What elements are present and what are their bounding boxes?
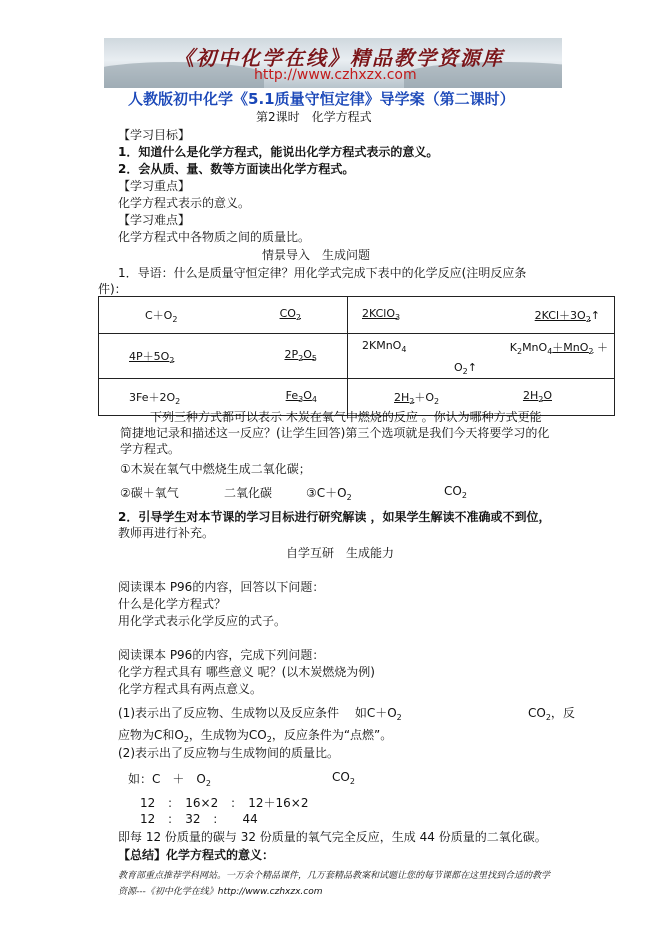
reactants: 2KMnO$_4$ [362, 338, 407, 354]
goals-label: 【学习目标】 [118, 128, 191, 142]
focus-text: 化学方程式表示的意义。 [118, 196, 251, 210]
option-1: ①木炭在氧气中燃烧生成二氧化碳； [120, 462, 311, 476]
option-2: ②碳＋氧气 [120, 486, 179, 500]
products: $Fe_3O_4$ [285, 389, 317, 404]
reaction-cell [348, 334, 615, 379]
meaning-1: (1)表示出了反应物、生成物以及反应条件 如$C+O_2$ [118, 706, 402, 722]
goal-item: 1．知道什么是化学方程式，能说出化学方程式表示的意义。 [118, 145, 439, 159]
products: $CO_2$ [279, 307, 301, 322]
products: $2KCl+3O_2↑$ [534, 309, 600, 324]
section-heading-selfstudy: 自学互研 生成能力 [286, 546, 395, 560]
reaction-cell [348, 297, 615, 334]
reactants: $2H_2+O_2$ [394, 391, 440, 406]
summary: 【总结】化学方程式的意义： [118, 848, 275, 862]
option-2-product: 二氧化碳 [224, 486, 273, 500]
meaning-2: (2)表示出了反应物与生成物间的质量比。 [118, 746, 339, 760]
mass-ratio-row: 12 ： 32 ： 44 [140, 812, 258, 826]
reaction-cell [99, 334, 348, 379]
reactants: $3Fe+2O_2$ [129, 391, 181, 406]
gas-arrow-icon: ↑ [590, 309, 600, 322]
section-heading-intro: 情景导入 生成问题 [262, 248, 371, 262]
option-3: $③C+O_2$ [306, 486, 352, 502]
reading-task: 阅读课本 P96的内容，回答以下问题： [118, 580, 325, 594]
option-3-product: $CO_2$ [444, 484, 467, 500]
reactants: $C+O_2$ [145, 309, 178, 324]
question-text: 化学方程式具有 哪些意义 呢？(以木炭燃烧为例) [118, 665, 375, 679]
document-title: 人教版初中化学《5.1质量守恒定律》导学案（第二课时） [128, 90, 515, 108]
banner-title: 《初中化学在线》精品教学资源库 [174, 46, 504, 70]
table-row [99, 334, 615, 379]
table-row [99, 297, 615, 334]
gas-arrow-icon: ↑ [467, 360, 477, 374]
reaction-cell [99, 297, 348, 334]
discussion-text: 学方程式。 [120, 442, 181, 456]
meaning-1-cont: 应物为C和$O_2$，生成物为$CO_2$，反应条件为“点燃”。 [118, 728, 393, 744]
conclusion-text: 即每 12 份质量的碳与 32 份质量的氧气完全反应，生成 44 份质量的二氧化碳。 [118, 830, 547, 844]
example-equation: 如：C ＋ $O_2$ [128, 772, 211, 788]
answer-text: 用化学式表示化学反应的式子。 [118, 614, 287, 628]
focus-label: 【学习重点】 [118, 179, 191, 193]
header-banner [104, 38, 562, 88]
reactants: $4P+5O_2$ [129, 350, 175, 365]
goal-item: 2．会从质、量、数等方面读出化学方程式。 [118, 162, 355, 176]
question-2-cont: 教师再进行补充。 [118, 526, 215, 540]
discussion-text: 简捷地记录和描述这一反应？(让学生回答)第三个选项就是我们今天将要学习的化 [120, 426, 550, 440]
discussion-text: 下列三种方式都可以表示 木炭在氧气中燃烧的反应 。你认为哪种方式更能 [150, 410, 542, 424]
products-continued: $O_2↑$ [454, 360, 477, 376]
reactants: 2KClO$_3$ [362, 307, 401, 322]
question-text: 什么是化学方程式？ [118, 597, 227, 611]
intro-question-cont: 件)： [98, 282, 127, 296]
banner-url-link[interactable]: http://www.czhxzx.com [254, 67, 417, 83]
footer-text: 资源---《初中化学在线》http://www.czhxzx.com [118, 887, 323, 897]
intro-question: 1．导语：什么是质量守恒定律？用化学式完成下表中的化学反应(注明反应条 [118, 266, 527, 280]
reading-task: 阅读课本 P96的内容，完成下列问题： [118, 648, 325, 662]
products: $2P_2O_5$ [284, 348, 317, 363]
products: $2H_2O$ [522, 389, 552, 404]
products: $K_2MnO_4+MnO_2$ ＋ [509, 340, 608, 356]
example-product: $CO_2$ [332, 770, 355, 786]
question-2: 2．引导学生对本节课的学习目标进行研究解读 ，如果学生解读不准确或不到位， [118, 510, 551, 524]
difficulty-text: 化学方程式中各物质之间的质量比。 [118, 230, 311, 244]
footer-text: 教育部重点推荐学科网站。一万余个精品课件，几万套精品教案和试题让您的每节课都在这里找到合适的教学 [118, 871, 551, 881]
difficulty-label: 【学习难点】 [118, 213, 191, 227]
reaction-table [98, 296, 615, 416]
document-subtitle: 第2课时 化学方程式 [256, 110, 372, 124]
mass-ratio-row: 12 ： 16×2 ： 12＋16×2 [140, 796, 309, 810]
meaning-1-product: $CO_2$，反 [528, 706, 575, 722]
answer-text: 化学方程式具有两点意义。 [118, 682, 263, 696]
